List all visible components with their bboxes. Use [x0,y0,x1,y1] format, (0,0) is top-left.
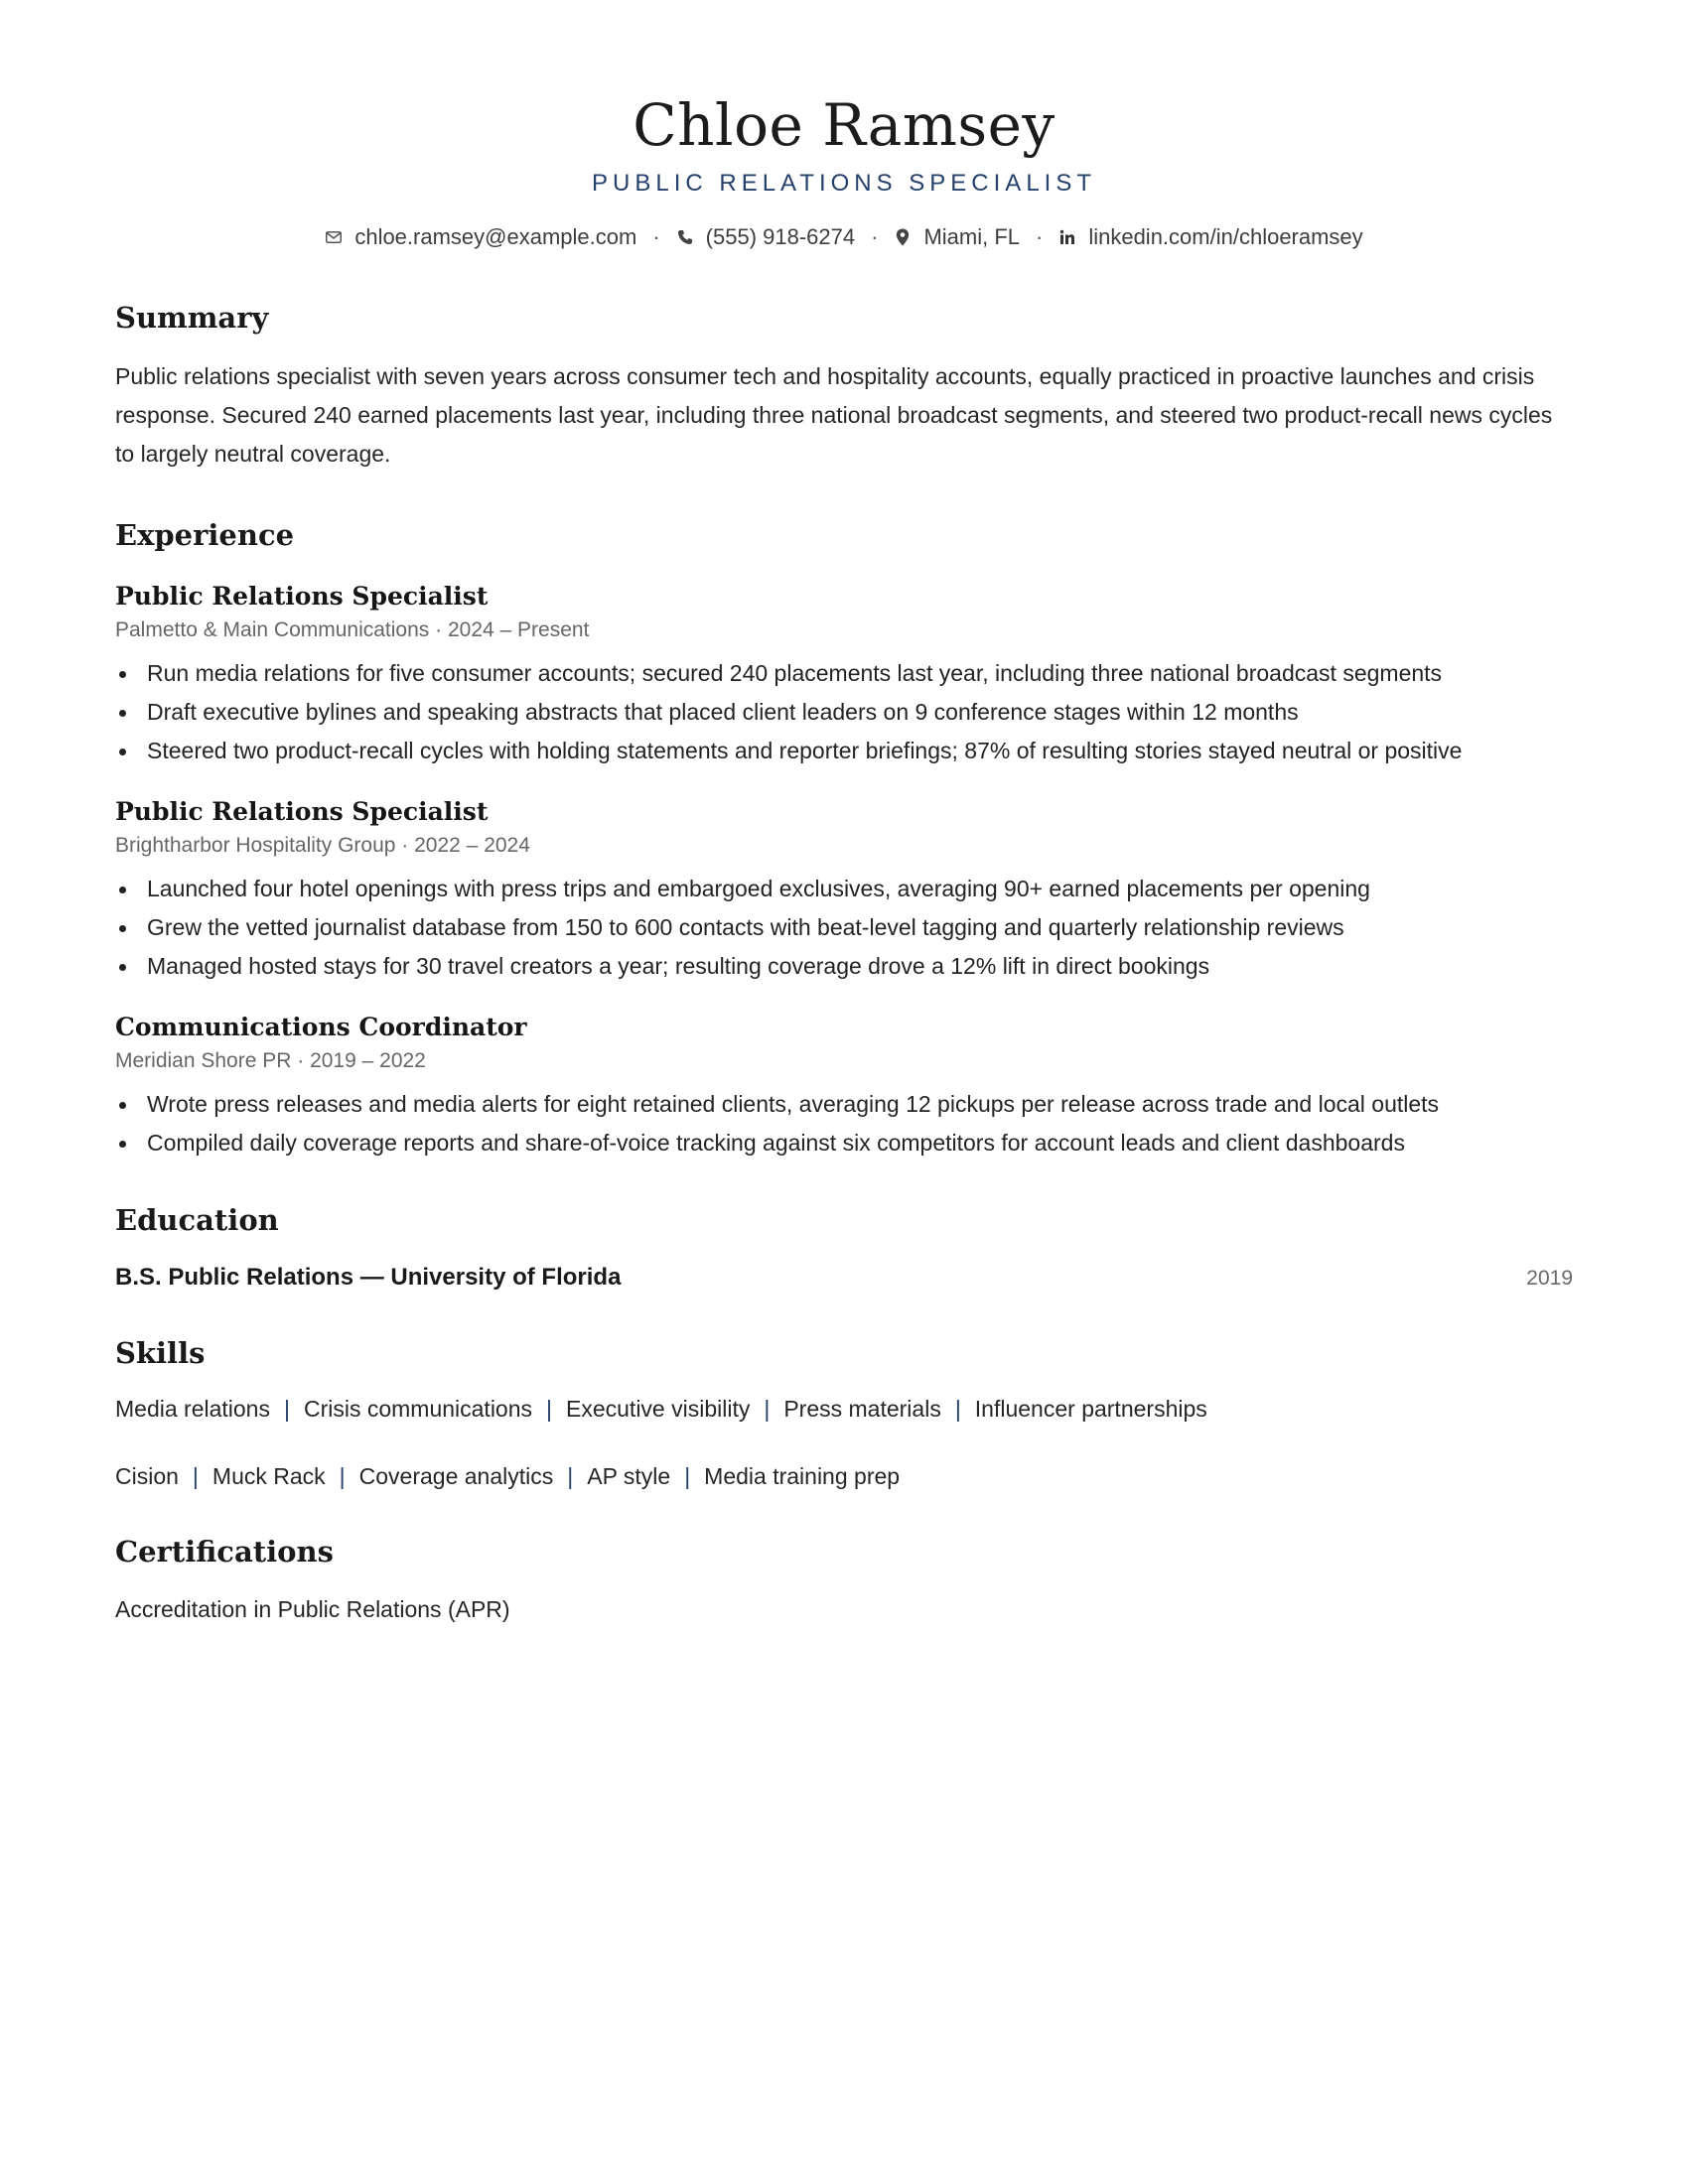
skill-item: AP style [587,1463,671,1489]
envelope-icon [325,228,343,246]
email-text: chloe.ramsey@example.com [354,224,637,249]
candidate-name: Chloe Ramsey [633,91,1055,159]
linkedin-text: linkedin.com/in/chloeramsey [1088,224,1363,249]
job-bullets [115,870,1573,986]
job-entry [115,1012,1573,1162]
contact-location [894,222,1020,252]
job-bullet: Steered two product-recall cycles with holding statements and reporter briefings; 87% of resulting stories stayed neutral or positive [115,732,1573,770]
education-entry [115,1262,1573,1294]
job-meta: Palmetto & Main Communications · 2024 – Present [115,618,590,641]
contact-separator: · [652,224,660,249]
skills-heading: Skills [115,1336,206,1370]
job-bullet: Draft executive bylines and speaking abstracts that placed client leaders on 9 conference stages within 12 months [115,693,1573,732]
job-bullet: Compiled daily coverage reports and share-of-voice tracking against six competitors for account leads and client dashboards [115,1124,1573,1162]
job-bullet: Run media relations for five consumer accounts; secured 240 placements last year, including three national broadcast segments [115,654,1573,693]
skill-item: Cision [115,1463,179,1489]
contact-separator: · [871,224,879,249]
experience-heading: Experience [115,518,295,552]
skill-item: Executive visibility [566,1396,751,1422]
skills-row [115,1393,1573,1425]
job-title: Communications Coordinator [115,1013,527,1041]
summary-heading: Summary [115,301,269,335]
job-meta: Brightharbor Hospitality Group · 2022 – 2024 [115,834,530,857]
job-title: Public Relations Specialist [115,797,489,826]
skill-item: Crisis communications [303,1396,533,1422]
resume-header [115,0,1573,252]
job-bullet: Launched four hotel openings with press trips and embargoed exclusives, averaging 90+ earned placements per opening [115,870,1573,908]
skill-item: Muck Rack [211,1463,326,1489]
skill-separator: | [567,1463,574,1489]
job-bullet: Wrote press releases and media alerts for eight retained clients, averaging 12 pickups per release across trade and local outlets [115,1085,1573,1124]
contact-separator: · [1036,224,1044,249]
summary-section [115,300,1573,474]
summary-text: Public relations specialist with seven years across consumer tech and hospitality accounts, equally practiced in proactive launches and crisis response. Secured 240 earned placements last year, including three national broadcast segments, and steered two product-recall news cycles to largely neutral coverage. [115,363,1553,467]
skill-separator: | [546,1396,552,1422]
skills-row [115,1460,1573,1492]
map-pin-icon [894,228,912,246]
education-heading: Education [115,1203,279,1237]
skill-separator: | [954,1396,961,1422]
skills-section [115,1335,1573,1492]
certification-item: Accreditation in Public Relations (APR) [115,1596,510,1622]
contact-line [115,222,1573,252]
education-degree: B.S. Public Relations — University of Florida [115,1264,622,1291]
education-section [115,1202,1573,1294]
job-bullet: Managed hosted stays for 30 travel creators a year; resulting coverage drove a 12% lift in direct bookings [115,947,1573,986]
candidate-title: PUBLIC RELATIONS SPECIALIST [592,170,1096,197]
contact-email[interactable] [325,222,636,252]
linkedin-icon [1058,228,1076,246]
skill-separator: | [684,1463,691,1489]
contact-phone[interactable] [676,222,855,252]
skill-separator: | [339,1463,346,1489]
job-title: Public Relations Specialist [115,582,489,611]
skill-separator: | [192,1463,199,1489]
skill-separator: | [764,1396,771,1422]
skill-separator: | [283,1396,290,1422]
certifications-heading: Certifications [115,1535,334,1569]
job-bullet: Grew the vetted journalist database from 150 to 600 contacts with beat-level tagging and quarterly relationship reviews [115,908,1573,947]
education-year: 2019 [1526,1267,1573,1290]
skill-item: Coverage analytics [358,1463,554,1489]
phone-icon [676,228,694,246]
certifications-section [115,1534,1573,1625]
location-text: Miami, FL [923,224,1020,249]
phone-text: (555) 918-6274 [705,224,856,249]
job-bullets [115,1085,1573,1162]
skill-item: Media training prep [704,1463,901,1489]
job-meta: Meridian Shore PR · 2019 – 2022 [115,1049,426,1072]
job-entry [115,796,1573,986]
skill-item: Media relations [115,1396,270,1422]
skill-item: Press materials [783,1396,941,1422]
job-bullets [115,654,1573,770]
contact-linkedin[interactable] [1058,222,1362,252]
job-entry [115,581,1573,770]
experience-section [115,517,1573,1162]
skill-item: Influencer partnerships [974,1396,1207,1422]
